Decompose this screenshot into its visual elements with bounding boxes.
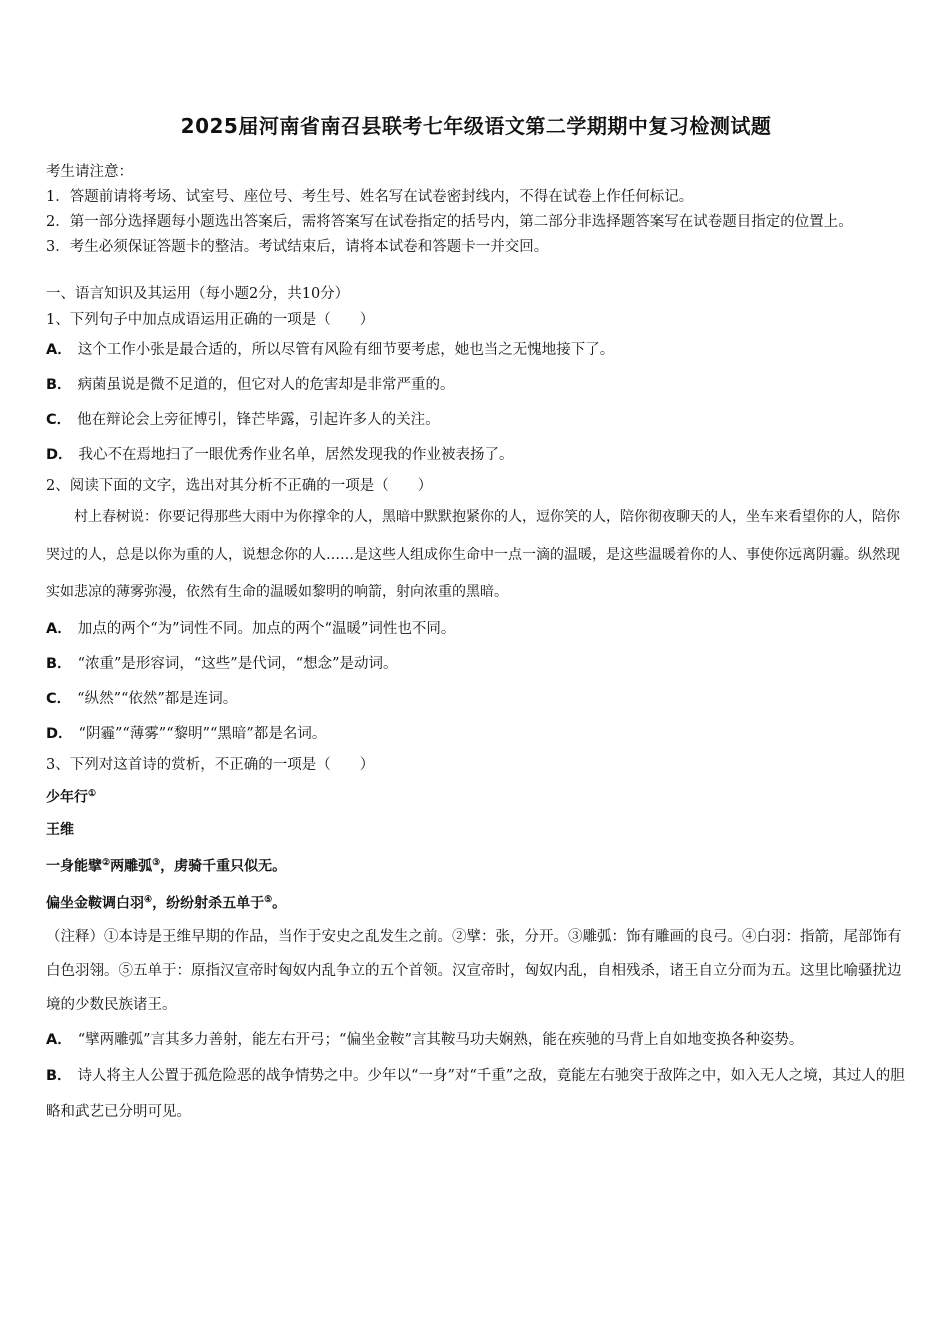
notice-block [46, 160, 906, 260]
option-text: 他在辩论会上旁征博引，锋芒毕露，引起许多人的关注。 [77, 412, 440, 428]
question-stem: 3、下列对这首诗的赏析，不正确的一项是（ ） [46, 756, 375, 773]
page-title: 2025届河南省南召县联考七年级语文第二学期期中复习检测试题 [180, 114, 772, 138]
option-label: B． [46, 1068, 72, 1085]
notice-item-3: 3．考生必须保证答题卡的整洁。考试结束后，请将本试卷和答题卡一并交回。 [46, 239, 549, 255]
option-label: C． [46, 412, 72, 428]
option-label: A． [46, 342, 72, 358]
option-text: “纵然”“依然”都是连词。 [77, 690, 238, 707]
option-d [46, 717, 906, 752]
option-a [46, 612, 906, 647]
notice-heading: 考生请注意： [46, 164, 133, 180]
footnote-mark: ⑤ [264, 894, 273, 905]
footnote-mark: ① [88, 788, 97, 799]
poem-line-2 [46, 884, 906, 921]
option-label: C． [46, 690, 72, 707]
footnote-mark: ④ [144, 894, 153, 905]
option-c [46, 403, 906, 438]
poem-title [46, 778, 906, 815]
option-text: 这个工作小张是最合适的，所以尽管有风险有细节要考虑，她也当之无愧地接下了。 [77, 342, 615, 358]
footnote-mark: ③ [152, 858, 161, 869]
poem-line-1 [46, 847, 906, 884]
option-text: “浓重”是形容词，“这些”是代词，“想念”是动词。 [77, 655, 398, 672]
option-text: “阴霾”“薄雾”“黎明”“黑暗”都是名词。 [78, 725, 327, 742]
option-text: 我心不在焉地扫了一眼优秀作业名单，居然发现我的作业被表扬了。 [78, 447, 514, 463]
option-b [46, 1058, 906, 1130]
option-b [46, 647, 906, 682]
poem-text: 。 [272, 895, 287, 912]
option-a [46, 1022, 906, 1058]
option-d [46, 438, 906, 473]
poem-text: ，纷纷射杀五单于 [152, 895, 265, 912]
question-3 [46, 752, 906, 1131]
question-2 [46, 473, 906, 752]
question-1 [46, 307, 906, 473]
poem-annotation: （注释）①本诗是王维早期的作品，当作于安史之乱发生之前。②擘：张，分开。③雕弧：饰有雕画的良弓。④白羽：指箭，尾部饰有白色羽翎。⑤五单于：原指汉宣帝时匈奴内乱争立的五个首领。汉宣帝时，匈奴内乱，自相残杀，诸王自立分而为五。这里比喻骚扰边境的少数民族诸王。 [46, 929, 902, 1014]
option-label: A． [46, 1032, 72, 1049]
notice-item-1: 1．答题前请将考场、试室号、座位号、考生号、姓名写在试卷密封线内，不得在试卷上作任何标记。 [46, 189, 694, 205]
reading-passage: 村上春树说：你要记得那些大雨中为你撑伞的人，黑暗中默默抱紧你的人，逗你笑的人，陪你彻夜聊天的人，坐车来看望你的人，陪你哭过的人，总是以你为重的人，说想念你的人……是这些人组成你生命中一点一滴的温暖，是这些温暖着你的人、事使你远离阴霾。纵然现实如悲凉的薄雾弥漫，依然有生命的温暖如黎明的响箭，射向浓重的黑暗。 [46, 509, 900, 600]
option-b [46, 368, 906, 403]
option-text: “擘两雕弧”言其多力善射，能左右开弓；“偏坐金鞍”言其鞍马功夫娴熟，能在疾驰的马背上自如地变换各种姿势。 [77, 1032, 804, 1049]
option-label: A． [46, 620, 72, 637]
poem-text: 两雕弧 [110, 858, 153, 875]
option-label: B． [46, 655, 72, 672]
footnote-mark: ② [102, 858, 111, 869]
option-text: 诗人将主人公置于孤危险恶的战争情势之中。少年以“一身”对“千重”之敌，竟能左右驰突于敌阵之中，如入无人之境，其过人的胆略和武艺已分明可见。 [46, 1068, 905, 1121]
poem-text: 偏坐金鞍调白羽 [46, 895, 144, 912]
question-stem: 2、阅读下面的文字，选出对其分析不正确的一项是（ ） [46, 478, 433, 494]
option-text: 病菌虽说是微不足道的，但它对人的危害却是非常严重的。 [77, 377, 455, 393]
notice-item-2: 2．第一部分选择题每小题选出答案后，需将答案写在试卷指定的括号内，第二部分非选择题答案写在试卷题目指定的位置上。 [46, 214, 853, 230]
poem-title-text: 少年行 [46, 789, 88, 806]
option-c [46, 682, 906, 717]
option-label: D． [46, 725, 73, 742]
option-label: B． [46, 377, 72, 393]
poem-text: 一身能擘 [46, 858, 102, 875]
poem-author: 王维 [46, 822, 74, 839]
section-heading: 一、语言知识及其运用（每小题2分，共10分） [46, 286, 350, 302]
option-text: 加点的两个“为”词性不同。加点的两个“温暖”词性也不同。 [77, 620, 456, 637]
question-stem: 1、下列句子中加点成语运用正确的一项是（ ） [46, 312, 375, 328]
option-a [46, 333, 906, 368]
option-label: D． [46, 447, 73, 463]
poem-text: ，虏骑千重只似无。 [160, 858, 287, 875]
